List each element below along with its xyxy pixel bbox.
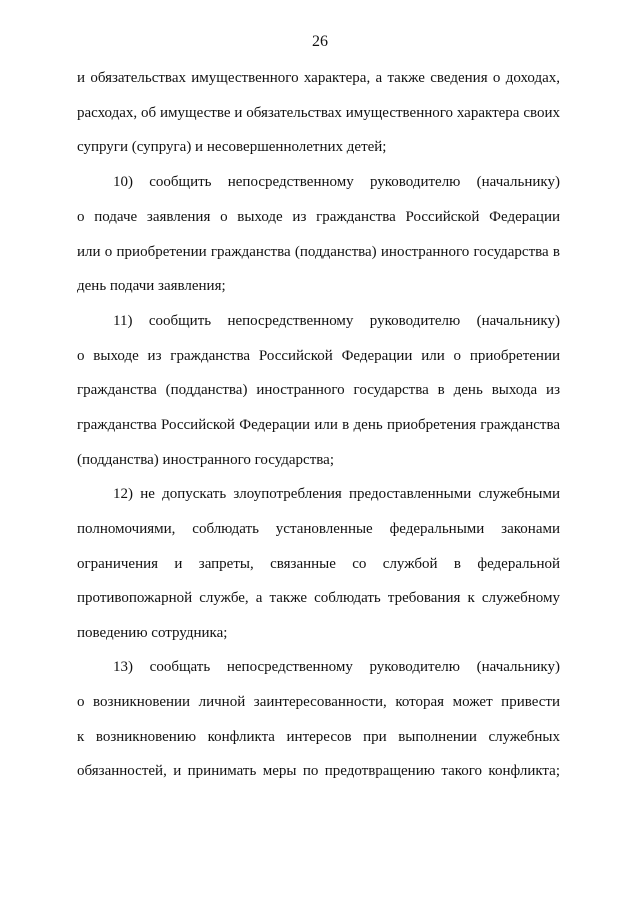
text-line: (подданства) иностранного государства; (77, 452, 334, 468)
text-line: о выходе из гражданства Российской Федерации или о приобретении (77, 348, 560, 364)
text-line: 13) сообщать непосредственному руководителю (начальнику) (113, 659, 560, 675)
text-line: ограничения и запреты, связанные со службой в федеральной (77, 556, 560, 572)
text-line: гражданства Российской Федерации или в день приобретения гражданства (77, 417, 560, 433)
text-line: день подачи заявления; (77, 278, 226, 294)
text-line: к возникновению конфликта интересов при выполнении служебных (77, 729, 560, 745)
text-line: 10) сообщить непосредственному руководителю (начальнику) (113, 174, 560, 190)
text-line: 11) сообщить непосредственному руководителю (начальнику) (113, 313, 560, 329)
text-line: супруги (супруга) и несовершеннолетних детей; (77, 139, 387, 155)
page-number: 26 (312, 33, 328, 50)
text-line: поведению сотрудника; (77, 625, 228, 641)
text-line: и обязательствах имущественного характера, а также сведения о доходах, (77, 70, 560, 86)
text-line: гражданства (подданства) иностранного государства в день выхода из (77, 382, 560, 398)
text-line: полномочиями, соблюдать установленные федеральными законами (77, 521, 560, 537)
text-line: противопожарной службе, а также соблюдать требования к служебному (77, 590, 560, 606)
text-line: о подаче заявления о выходе из гражданства Российской Федерации (77, 209, 560, 225)
text-line: или о приобретении гражданства (подданства) иностранного государства в (77, 244, 560, 260)
text-line: о возникновении личной заинтересованности, которая может привести (77, 694, 560, 710)
text-line: обязанностей, и принимать меры по предотвращению такого конфликта; (77, 763, 560, 779)
text-line: 12) не допускать злоупотребления предоставленными служебными (113, 486, 560, 502)
text-line: расходах, об имуществе и обязательствах имущественного характера своих (77, 105, 560, 121)
